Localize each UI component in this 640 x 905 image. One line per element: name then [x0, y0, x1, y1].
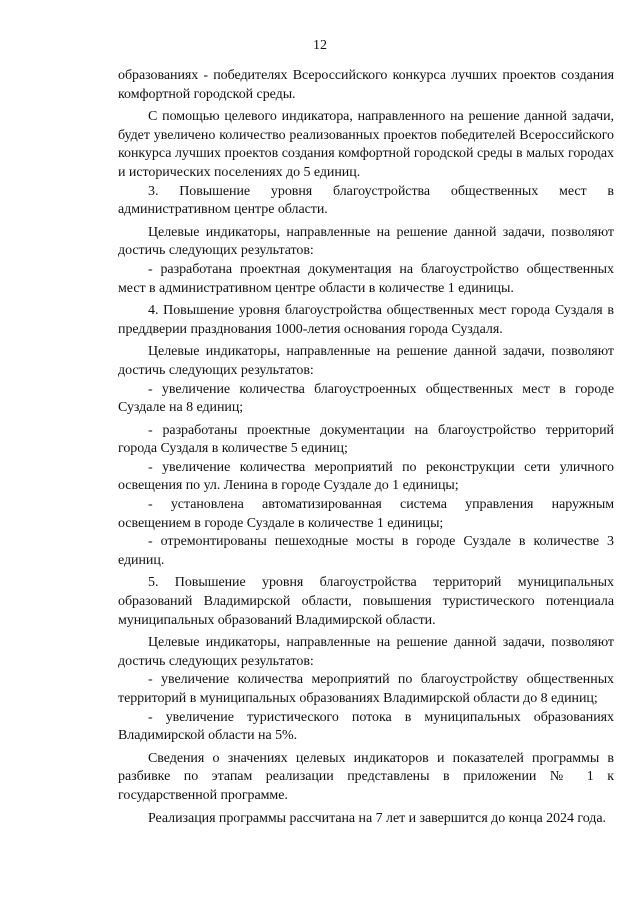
task-5-result-2: - увеличение туристического потока в муниципальных образованиях Владимирской области на 5%. — [118, 709, 614, 744]
task-4-result-1: - увеличение количества благоустроенных общественных мест в городе Суздале на 8 единиц; — [118, 381, 614, 416]
task-4-result-3: - увеличение количества мероприятий по реконструкции сети уличного освещения по ул. Ленина в городе Суздале до 1 единицы; — [118, 459, 614, 494]
task-4-heading: 4. Повышение уровня благоустройства общественных мест города Суздаля в преддверии празднования 1000-летия основания города Суздаля. — [118, 303, 614, 337]
task-4-result-2: - разработаны проектные документации на благоустройство территорий города Суздаля в количестве 5 единиц; — [118, 422, 614, 457]
task-5-result-1: - увеличение количества мероприятий по благоустройству общественных территорий в муниципальных образованиях Владимирской области до 8 единиц; — [118, 672, 614, 706]
paragraph-continuation: образованиях - победителях Всероссийского конкурса лучших проектов создания комфортной городской среды. — [118, 68, 614, 102]
task-3-heading: 3. Повышение уровня благоустройства общественных мест в административном центре области. — [118, 183, 614, 218]
document-body — [118, 67, 614, 828]
task-5-indicators-intro: Целевые индикаторы, направленные на решение данной задачи, позволяют достичь следующих результатов: — [118, 635, 614, 669]
task-4-indicators-intro: Целевые индикаторы, направленные на решение данной задачи, позволяют достичь следующих результатов: — [118, 344, 614, 378]
paragraph-indicator-description: С помощью целевого индикатора, направленного на решение данной задачи, будет увеличено количество реализованных проектов победителей Всероссийского конкурса лучших проектов создания комфортной городской среды в малых городах и исторических поселениях до 5 единиц. — [118, 109, 614, 180]
task-3-result-1: - разработана проектная документация на благоустройство общественных мест в административном центре области в количестве 1 единицы. — [118, 261, 614, 296]
indicators-reference-paragraph: Сведения о значениях целевых индикаторов и показателей программы в разбивке по этапам реализации представлены в приложении № 1 к государственной программе. — [118, 750, 614, 803]
task-4-result-5: - отремонтированы пешеходные мосты в городе Суздале в количестве 3 единиц. — [118, 534, 614, 568]
task-3-indicators-intro: Целевые индикаторы, направленные на решение данной задачи, позволяют достичь следующих результатов: — [118, 224, 614, 259]
task-5-heading: 5. Повышение уровня благоустройства территорий муниципальных образований Владимирской области, повышения туристического потенциала муниципальных образований Владимирской области. — [118, 575, 614, 628]
page-number: 12 — [313, 38, 327, 53]
program-duration-paragraph: Реализация программы рассчитана на 7 лет и завершится до конца 2024 года. — [148, 810, 606, 826]
task-4-result-4: - установлена автоматизированная система управления наружным освещением в городе Суздале в количестве 1 единицы; — [118, 497, 614, 531]
